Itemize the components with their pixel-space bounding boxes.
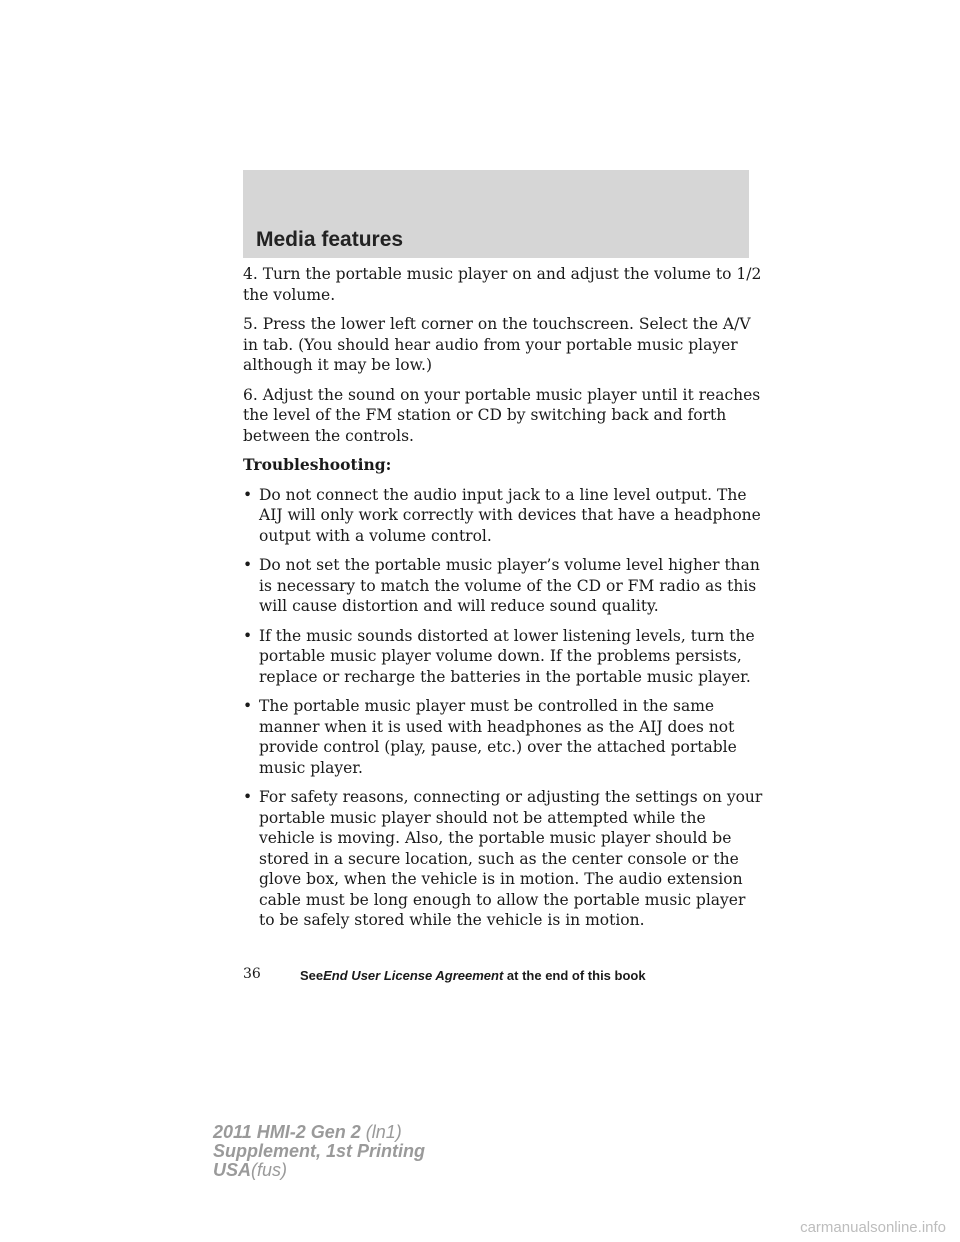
edition-model: 2011 HMI-2 Gen 2 [213,1122,361,1142]
footer-agreement: End User License Agreement [323,968,504,983]
footer-see: See [300,968,324,983]
list-item-text: For safety reasons, connecting or adjusting the settings on your portable music player should not be attempted while the vehicle is moving. Also, the portable music player should be stored in a secure location, such as the center console or the glove box, when the vehicle is in motion. The audio extension cable must be long enough to allow the portable music player to be safely stored while the vehicle is in motion. [259,788,763,929]
footer-note [300,968,646,983]
list-item-text: Do not connect the audio input jack to a line level output. The AIJ will only work correctly with devices that have a headphone output with a volume control. [259,485,761,545]
list-item-text: If the music sounds distorted at lower listening levels, turn the portable music player volume down. If the problems persists, replace or recharge the batteries in the portable music player. [259,626,755,686]
list-item [243,485,763,547]
page-content [243,264,763,940]
list-item-text: The portable music player must be controlled in the same manner when it is used with headphones as the AIJ does not provide control (play, pause, etc.) over the attached portable music player. [259,697,737,777]
edition-region: USA [213,1160,252,1180]
bullet-icon: • [243,788,253,806]
watermark: carmanualsonline.info [800,1219,946,1236]
list-item [243,626,763,688]
page-number: 36 [243,966,261,982]
edition-line-2: Supplement, 1st Printing [213,1141,426,1161]
list-item [243,555,763,617]
footer-suffix: at the end of this book [506,968,646,983]
troubleshooting-heading: Troubleshooting: [243,455,392,474]
step-6: 6. Adjust the sound on your portable music player until it reaches the level of the FM station or CD by switching back and forth between the controls. [243,385,761,445]
edition-block [213,1123,425,1180]
step-5: 5. Press the lower left corner on the touchscreen. Select the A/V in tab. (You should hear audio from your portable music player although it may be low.) [243,315,751,374]
bullet-icon: • [243,485,253,504]
edition-region-code: (fus) [251,1160,288,1180]
bullet-icon: • [243,556,253,574]
troubleshooting-list [243,485,763,931]
edition-line-3 [213,1161,425,1180]
list-item [243,696,763,778]
list-item-text: Do not set the portable music player’s volume level higher than is necessary to match the volume of the CD or FM radio as this will cause distortion and will reduce sound quality. [259,556,760,615]
section-header [243,170,749,258]
edition-model-code: (ln1) [365,1122,402,1142]
list-item [243,787,763,931]
bullet-icon: • [243,626,253,645]
edition-line-1 [213,1123,425,1142]
step-4: 4. Turn the portable music player on and adjust the volume to 1/2 the volume. [243,265,762,304]
section-title: Media features [256,228,404,251]
bullet-icon: • [243,697,253,715]
